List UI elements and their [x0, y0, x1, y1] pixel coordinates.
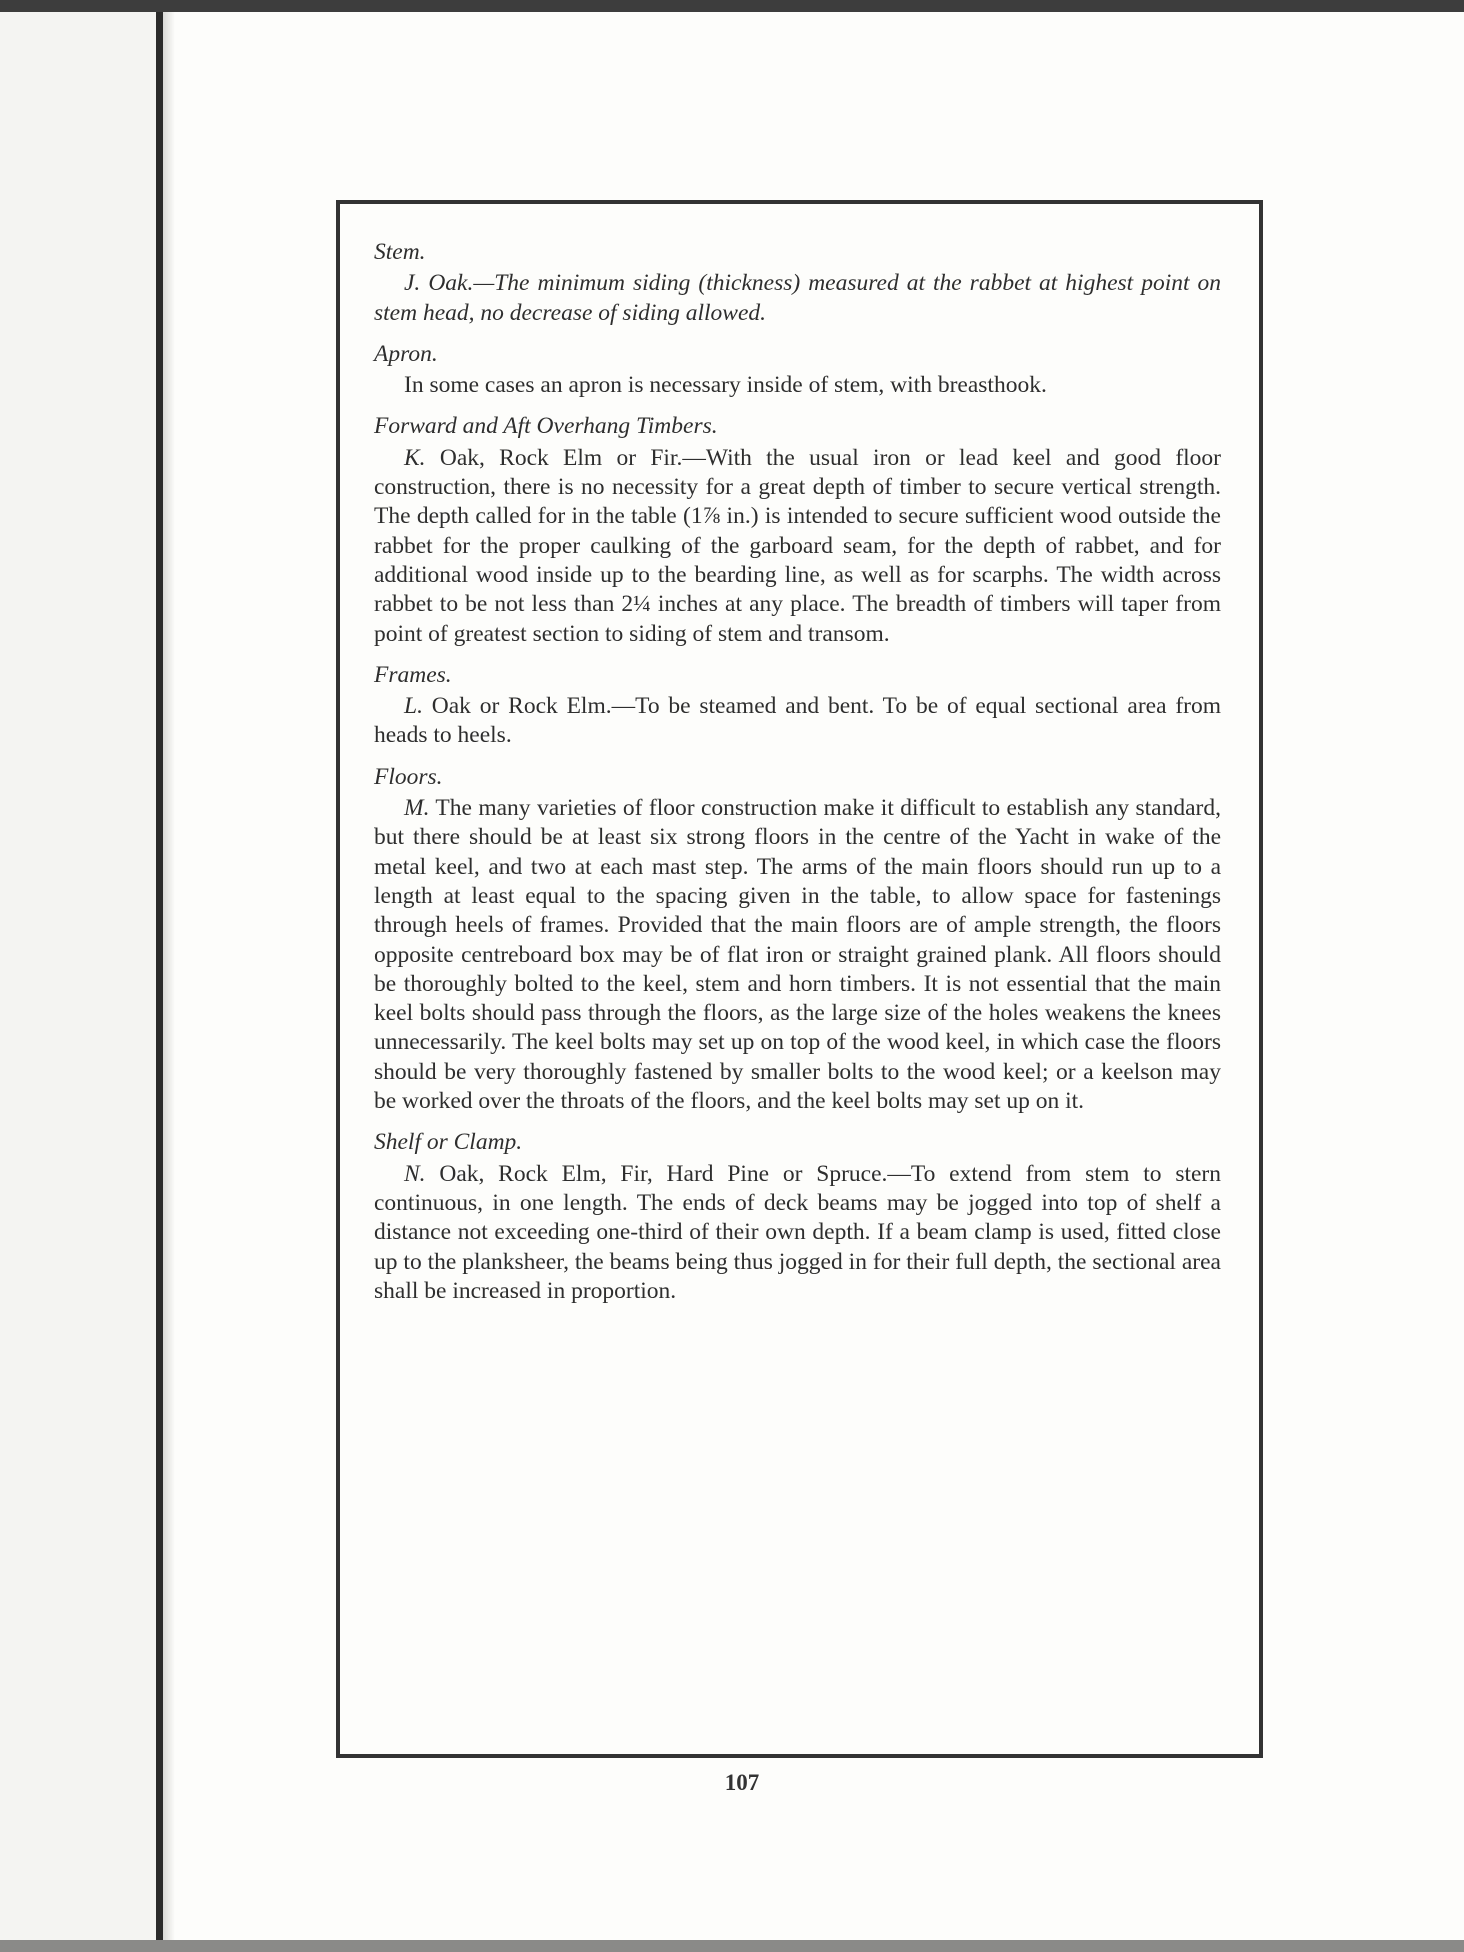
section-text: Oak, Rock Elm, Fir, Hard Pine or Spruce.—To extend from stem to stern continuous, in one length. The ends of deck beams may be jogged into top of shelf a distance not exceeding one-third of their own depth. If a beam clamp is used, fitted close up to the planksheer, the beams being thus jogged in for their full depth, the sectional area shall be increased in proportion. [374, 1160, 1221, 1304]
section-overhang-timbers [374, 412, 1221, 648]
section-paragraph [374, 269, 1221, 328]
section-heading: Stem. [374, 239, 426, 265]
section-paragraph [374, 444, 1221, 649]
book-spine [156, 12, 163, 1952]
section-text: The many varieties of floor construction make it difficult to establish any standard, but there should be at least six strong floors in the centre of the Yacht in wake of the metal keel, and two at each mast step. The arms of the main floors should run up to a length at least equal to the spacing given in the table, to allow space for fastenings through heels of frames. Provided that the main floors are of ample strength, the floors opposite centreboard box may be of flat iron or straight grained plank. All floors should be thoroughly bolted to the keel, stem and horn timbers. It is not essential that the main keel bolts should pass through the floors, as the large size of the holes weakens the knees unnecessarily. The keel bolts may set up on top of the wood keel, in which case the floors should be very thoroughly fastened by smaller bolts to the wood keel; or a keelson may be worked over the throats of the floors, and the keel bolts may set up on it. [374, 795, 1221, 1115]
section-paragraph [374, 794, 1221, 1116]
section-letter: L. [404, 693, 423, 720]
section-heading: Shelf or Clamp. [374, 1129, 523, 1156]
scan-bottom-edge [0, 1940, 1464, 1952]
section-letter: M. [404, 795, 430, 822]
bordered-text-block [336, 200, 1263, 1758]
section-letter: K. [404, 444, 426, 471]
section-text: Oak or Rock Elm.—To be steamed and bent. To be of equal sectional area from heads to heels. [374, 693, 1222, 749]
section-apron [374, 340, 1221, 401]
section-floors [374, 763, 1221, 1117]
section-text: Oak.—The minimum siding (thickness) measured at the rabbet at highest point on stem head, no decrease of siding allowed. [374, 270, 1221, 326]
facing-page-margin [0, 12, 158, 1952]
section-frames [374, 661, 1221, 751]
scan-top-edge [0, 0, 1464, 12]
page-number-text: 107 [724, 1770, 760, 1795]
section-heading: Forward and Aft Overhang Timbers. [374, 413, 718, 440]
section-letter: J. [404, 270, 421, 297]
section-paragraph [374, 1160, 1221, 1306]
page-number [140, 1770, 1464, 1796]
section-heading: Frames. [374, 661, 452, 688]
section-text: Oak, Rock Elm or Fir.—With the usual iron or lead keel and good floor construction, there is no necessity for a great depth of timber to secure vertical strength. The depth called for in the table (1⅞ in.) is intended to secure sufficient wood outside the rabbet for the proper caulking of the garboard seam, for the depth of rabbet, and for additional wood inside up to the bearding line, as well as for scarphs. The width across rabbet to be not less than 2¼ inches at any place. The breadth of timbers will taper from point of greatest section to siding of stem and transom. [374, 444, 1221, 647]
section-heading: Floors. [374, 763, 443, 790]
section-paragraph [374, 692, 1221, 751]
section-shelf-or-clamp [374, 1128, 1221, 1306]
section-letter: N. [404, 1160, 426, 1187]
section-stem [374, 238, 1221, 328]
section-heading: Apron. [374, 340, 438, 367]
spine-shadow [163, 12, 175, 1952]
section-paragraph [374, 371, 1221, 400]
section-text: In some cases an apron is necessary inside of stem, with breasthook. [404, 372, 1047, 399]
